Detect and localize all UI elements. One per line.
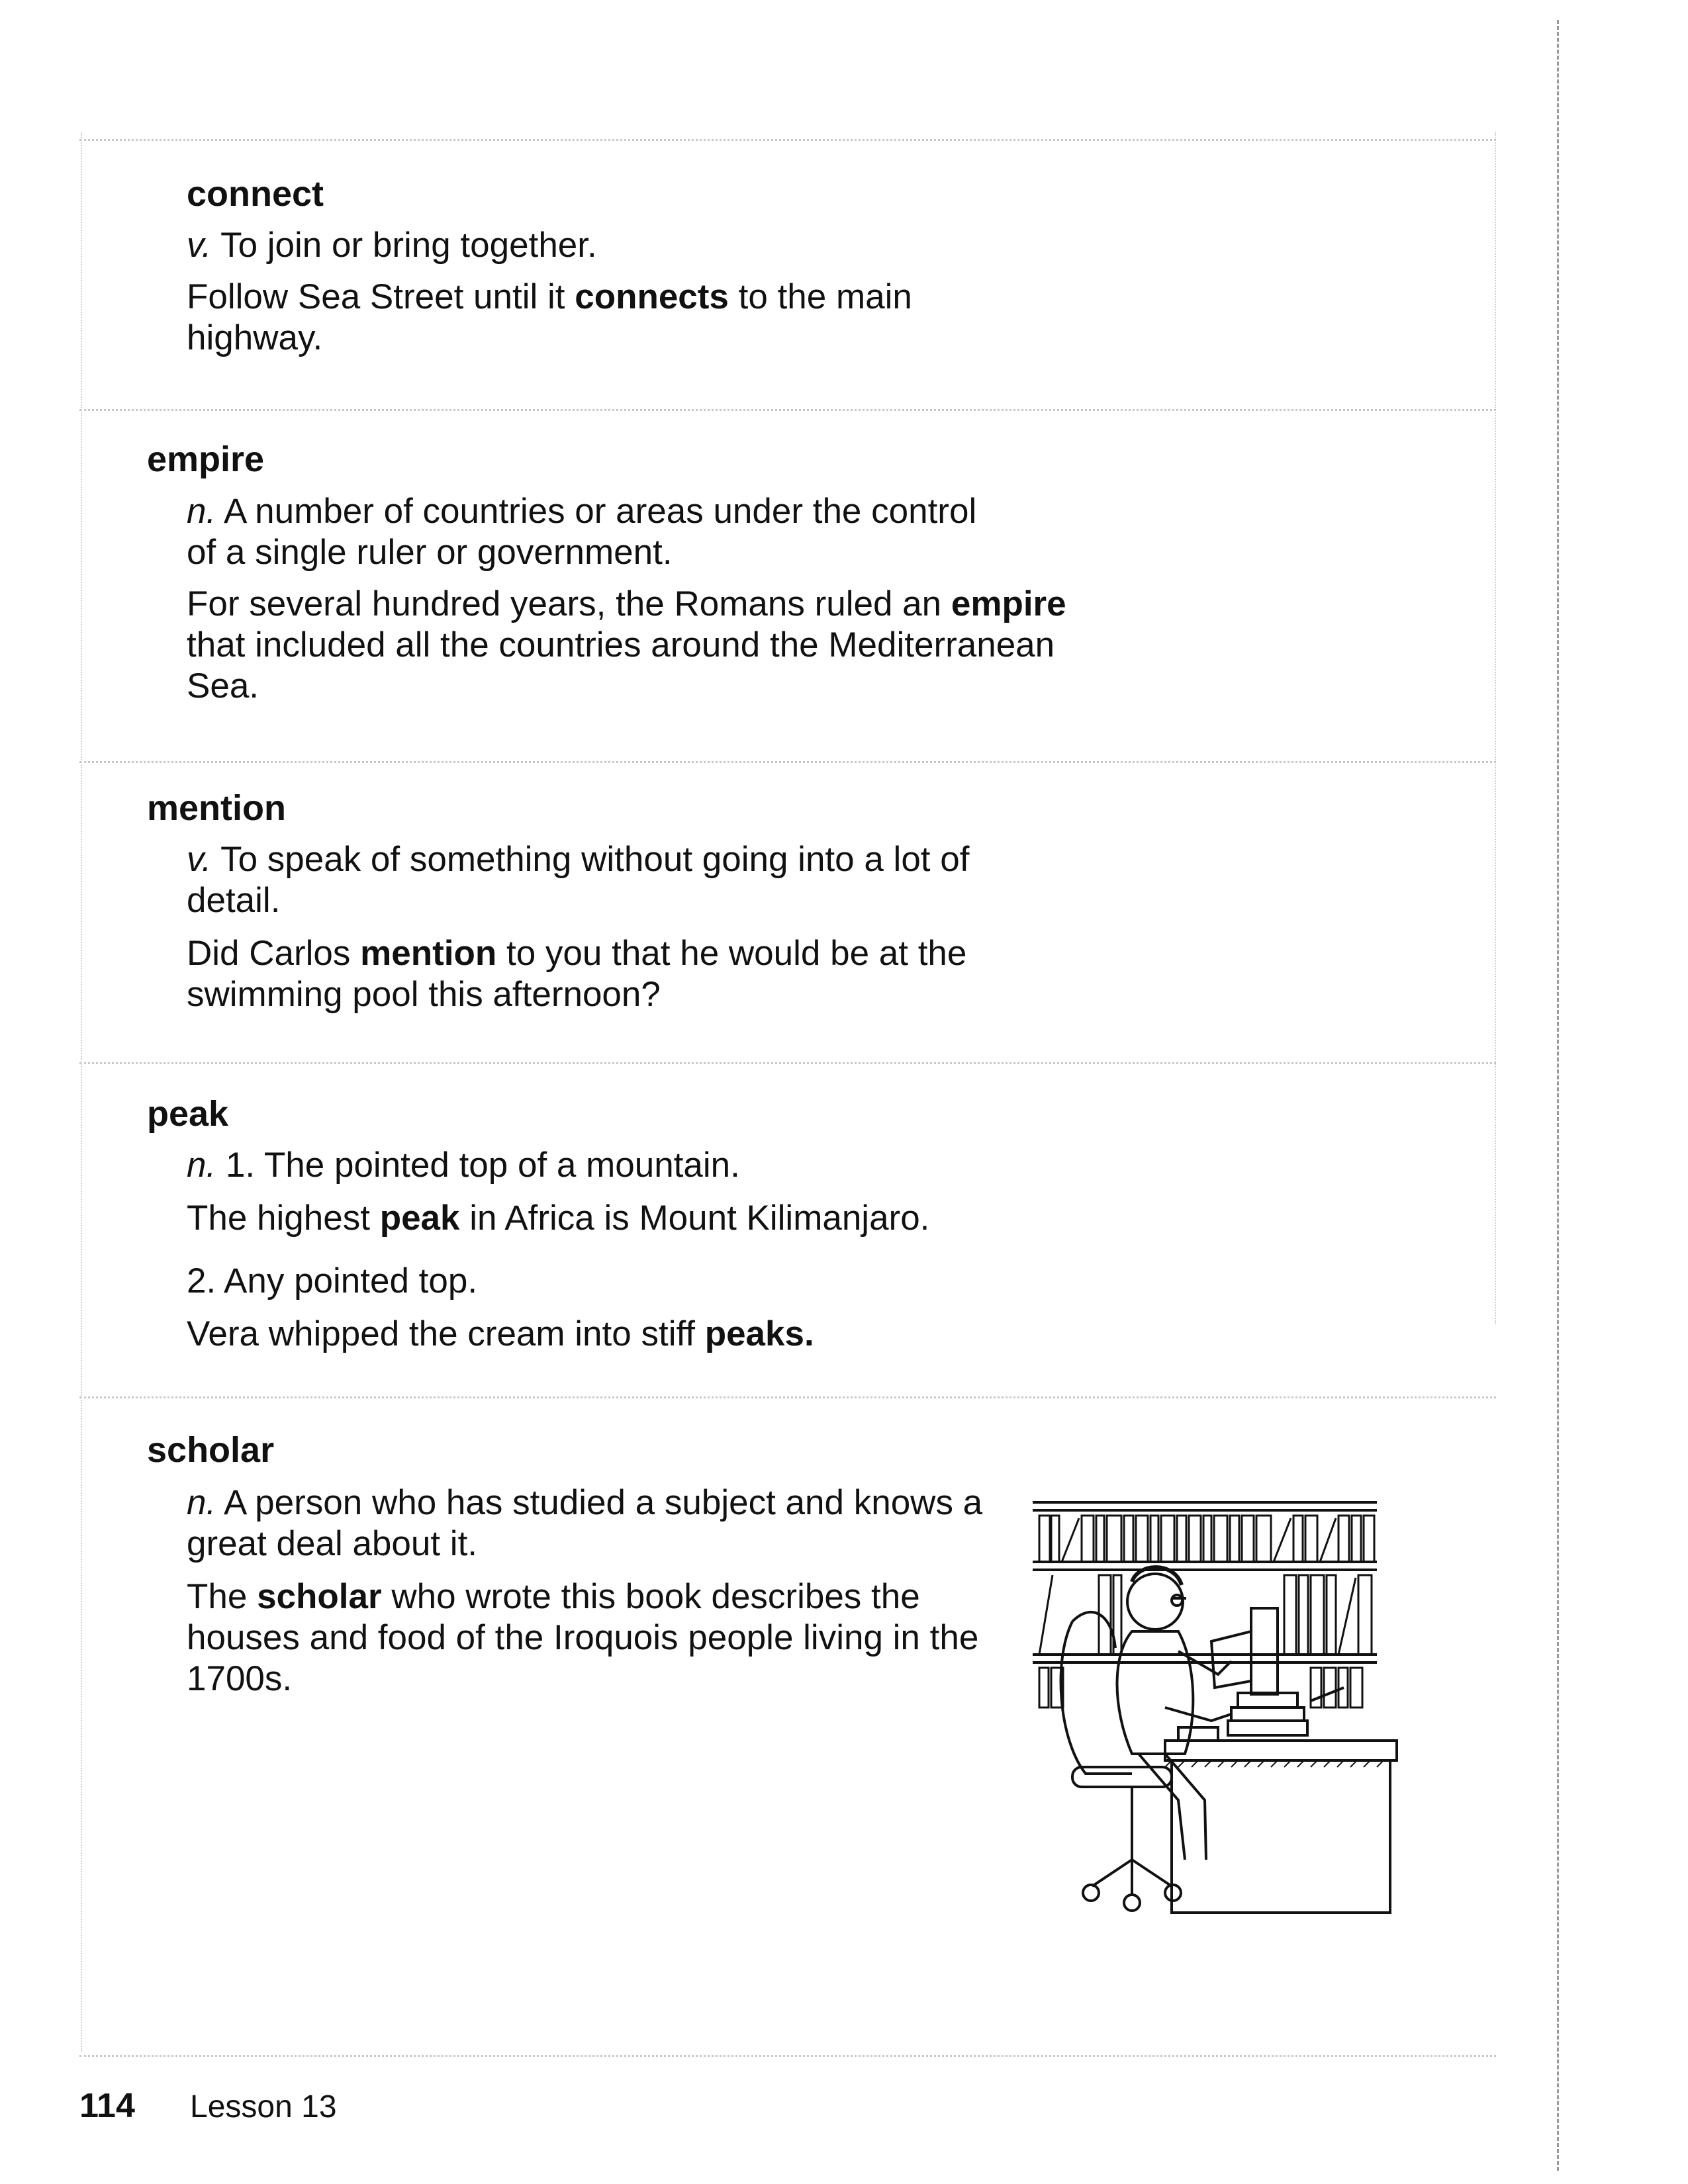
- example-text: to you that he would be at the swimming pool this afternoon?: [187, 934, 967, 1014]
- left-margin-guide: [81, 132, 82, 2052]
- definition-2: [187, 1261, 1074, 1302]
- example-text: that included all the countries around the Mediterranean Sea.: [187, 625, 1055, 705]
- separator-2: [79, 761, 1496, 763]
- example-text: Vera whipped the cream into stiff: [187, 1314, 695, 1353]
- page-number: 114: [79, 2087, 135, 2125]
- example-keyword: peaks.: [704, 1314, 814, 1353]
- example-sentence-2: [187, 1314, 1074, 1355]
- headword: peak: [147, 1094, 229, 1134]
- headword: empire: [147, 439, 265, 479]
- example-sentence: [187, 1576, 1027, 1700]
- definition: [187, 1482, 994, 1565]
- definition-text: Any pointed top.: [224, 1261, 478, 1300]
- scholar-at-desk-illustration: [1033, 1489, 1403, 1926]
- headword: connect: [187, 174, 324, 214]
- example-text: in Africa is Mount Kilimanjaro.: [469, 1199, 930, 1238]
- example-sentence: [187, 584, 1067, 707]
- definition-text: To speak of something without going into a lot of detail.: [187, 840, 970, 920]
- definition-text: The pointed top of a mountain.: [263, 1146, 740, 1185]
- example-text: The highest: [187, 1199, 370, 1238]
- example-sentence: [187, 933, 1021, 1015]
- part-of-speech: n.: [187, 1146, 216, 1185]
- definition-text: A person who has studied a subject and knows a great deal about it.: [187, 1483, 983, 1563]
- example-sentence-1: [187, 1198, 1074, 1239]
- definition-text: A number of countries or areas under the control of a single ruler or government.: [187, 492, 977, 572]
- example-text: Did Carlos: [187, 934, 351, 973]
- separator-bottom: [79, 2055, 1496, 2057]
- example-keyword: scholar: [257, 1577, 382, 1616]
- definition-text: To join or bring together.: [220, 226, 597, 265]
- definition: [187, 225, 1074, 266]
- separator-top: [79, 139, 1496, 141]
- definition-1: [187, 1145, 1074, 1186]
- part-of-speech: n.: [187, 492, 216, 531]
- example-text: For several hundred years, the Romans ruled an: [187, 584, 942, 623]
- example-keyword: connects: [575, 277, 729, 316]
- definition: [187, 839, 1047, 921]
- example-keyword: peak: [379, 1199, 460, 1238]
- example-text: The: [187, 1577, 248, 1616]
- separator-4: [79, 1396, 1496, 1398]
- sense-number: 1.: [225, 1146, 256, 1185]
- part-of-speech: v.: [187, 226, 212, 265]
- part-of-speech: n.: [187, 1483, 216, 1522]
- lesson-label: Lesson 13: [190, 2089, 337, 2124]
- right-margin-guide: [1495, 132, 1496, 1324]
- definition: [187, 491, 1001, 573]
- example-text: to the main highway.: [187, 277, 912, 357]
- separator-3: [79, 1062, 1496, 1064]
- headword: mention: [147, 788, 286, 828]
- example-sentence: [187, 277, 994, 359]
- headword: scholar: [147, 1430, 275, 1470]
- example-text: who wrote this book describes the houses and food of the Iroquois people living in the 1700s.: [187, 1577, 979, 1698]
- example-keyword: mention: [360, 934, 497, 973]
- part-of-speech: v.: [187, 840, 212, 879]
- sense-number: 2.: [187, 1261, 216, 1300]
- separator-1: [79, 409, 1496, 411]
- example-keyword: empire: [951, 584, 1066, 623]
- page-edge: [1557, 20, 1559, 2171]
- example-text: Follow Sea Street until it: [187, 277, 565, 316]
